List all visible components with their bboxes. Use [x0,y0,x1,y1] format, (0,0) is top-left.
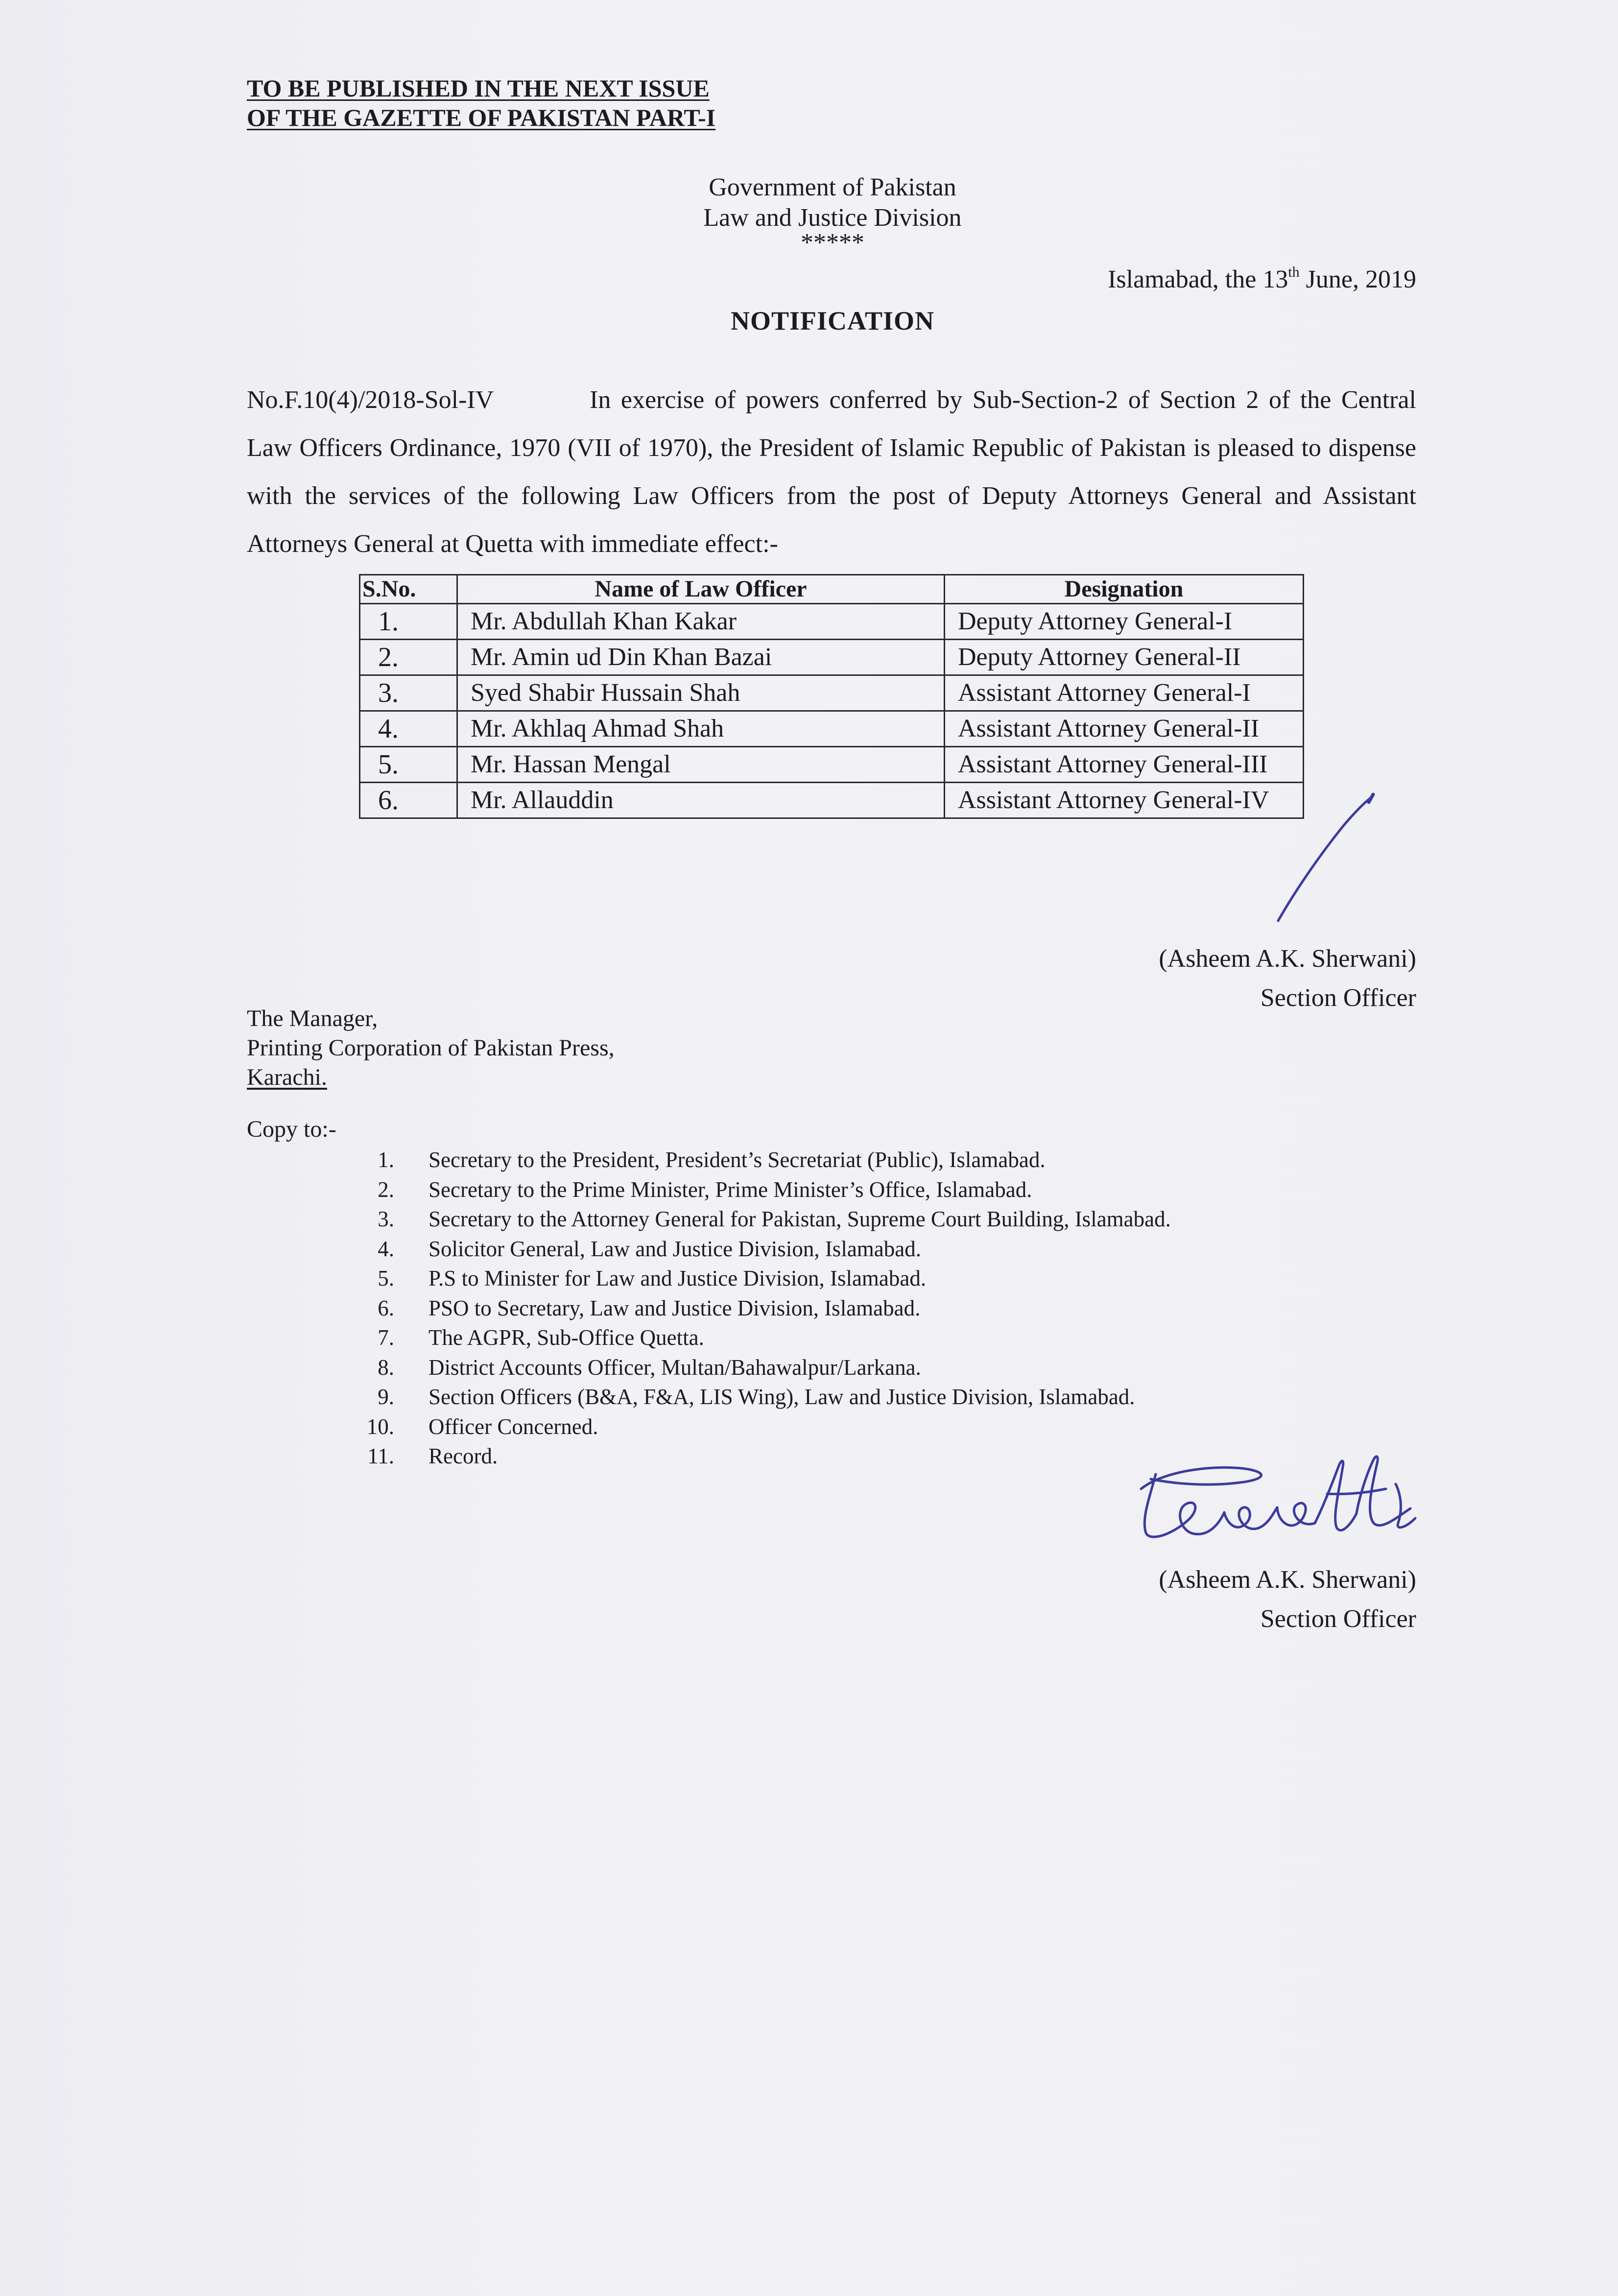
list-item [338,1204,1464,1234]
cell-designation: Assistant Attorney General-II [945,711,1304,747]
list-item [338,1353,1464,1383]
header-name: Name of Law Officer [457,575,945,604]
addressee-line-3: Karachi. [247,1064,327,1090]
notification-title: NOTIFICATION [730,306,935,335]
division-name: Law and Justice Division [703,204,962,232]
cell-designation: Assistant Attorney General-I [945,675,1304,711]
cell-name: Mr. Allauddin [457,783,945,818]
list-item-number: 9. [378,1385,394,1409]
cell-name: Mr. Abdullah Khan Kakar [457,604,945,640]
list-item-number: 11. [367,1444,394,1468]
signatory-name: (Asheem A.K. Sherwani) [1159,945,1416,973]
separator-stars: ***** [801,229,864,257]
list-item-number: 5. [378,1266,394,1291]
list-item-text: P.S to Minister for Law and Justice Division, Islamabad. [428,1266,927,1291]
cell-sno: 3. [360,675,457,711]
gazette-header-line-2: OF THE GAZETTE OF PAKISTAN PART-I [247,104,716,131]
table-row [360,640,1304,675]
list-item-text: Secretary to the Attorney General for Pakistan, Supreme Court Building, Islamabad. [428,1207,1171,1231]
header-sno: S.No. [360,575,457,604]
list-item-text: Section Officers (B&A, F&A, LIS Wing), Law and Justice Division, Islamabad. [428,1385,1135,1409]
list-item [338,1323,1464,1353]
law-officers-table [359,574,1304,819]
list-item-number: 1. [378,1148,394,1172]
cell-sno: 1. [360,604,457,640]
table-row [360,675,1304,711]
list-item-text: PSO to Secretary, Law and Justice Division, Islamabad. [428,1295,921,1320]
table-header-row [360,575,1304,604]
cell-name: Mr. Amin ud Din Khan Bazai [457,640,945,675]
addressee-line-1: The Manager, [247,1005,378,1031]
table-row [360,747,1304,783]
list-item [338,1175,1464,1205]
list-item-text: Secretary to the Prime Minister, Prime Minister’s Office, Islamabad. [428,1177,1032,1202]
list-item-text: Record. [428,1444,498,1468]
cell-name: Syed Shabir Hussain Shah [457,675,945,711]
cell-name: Mr. Hassan Mengal [457,747,945,783]
list-item [338,1412,1464,1442]
header-designation: Designation [945,575,1304,604]
notification-body [247,376,1416,568]
cell-designation: Assistant Attorney General-III [945,747,1304,783]
cell-designation: Deputy Attorney General-II [945,640,1304,675]
table-row [360,783,1304,818]
handwritten-signature [1121,1450,1435,1567]
list-item-number: 6. [378,1295,394,1320]
list-item-text: Solicitor General, Law and Justice Division, Islamabad. [428,1236,921,1261]
reference-number: No.F.10(4)/2018-Sol-IV [247,386,494,414]
cell-sno: 5. [360,747,457,783]
table-row [360,711,1304,747]
government-name: Government of Pakistan [709,173,956,201]
date-suffix: June, 2019 [1299,265,1416,293]
cell-sno: 2. [360,640,457,675]
list-item [338,1293,1464,1323]
signatory-title: Section Officer [1260,1605,1416,1633]
list-item-number: 10. [366,1414,394,1439]
date-line [1108,264,1416,295]
list-item-text: District Accounts Officer, Multan/Bahawalpur/Larkana. [428,1355,921,1380]
list-item-number: 7. [378,1325,394,1350]
addressee-block [247,1004,615,1092]
cell-designation: Assistant Attorney General-IV [945,783,1304,818]
date-prefix: Islamabad, the 13 [1108,265,1288,293]
pen-tick-mark [1268,789,1381,926]
signatory-block-1 [1159,939,1416,1018]
cell-designation: Deputy Attorney General-I [945,604,1304,640]
list-item [338,1234,1464,1264]
list-item-number: 3. [378,1207,394,1231]
list-item-text: Officer Concerned. [428,1414,598,1439]
list-item-number: 4. [378,1236,394,1261]
cell-sno: 6. [360,783,457,818]
list-item [338,1264,1464,1293]
date-ordinal: th [1288,264,1300,280]
copy-to-list [338,1145,1464,1471]
signatory-name: (Asheem A.K. Sherwani) [1159,1566,1416,1594]
list-item-text: Secretary to the President, President’s Secretariat (Public), Islamabad. [428,1148,1046,1172]
table-row [360,604,1304,640]
list-item-text: The AGPR, Sub-Office Quetta. [428,1325,704,1350]
list-item-number: 8. [378,1355,394,1380]
body-text: In exercise of powers conferred by Sub-Section-2 of Section 2 of the Central Law Officers Ordinance, 1970 (VII of 1970), the President of Islamic Republic of Pakistan is pleased to dispense with the services of the following Law Officers from the post of Deputy Attorneys General and Assistant Attorneys General at Quetta with immediate effect:- [247,386,1416,558]
cell-sno: 4. [360,711,457,747]
copy-to-label: Copy to:- [247,1116,336,1142]
gazette-header [247,73,715,132]
list-item [338,1382,1464,1412]
issuing-authority [686,172,979,257]
cell-name: Mr. Akhlaq Ahmad Shah [457,711,945,747]
signatory-block-2 [1159,1560,1416,1639]
list-item [338,1145,1464,1175]
gazette-header-line-1: TO BE PUBLISHED IN THE NEXT ISSUE [247,74,710,102]
list-item-number: 2. [378,1177,394,1202]
addressee-line-2: Printing Corporation of Pakistan Press, [247,1035,615,1061]
signatory-title: Section Officer [1260,984,1416,1012]
